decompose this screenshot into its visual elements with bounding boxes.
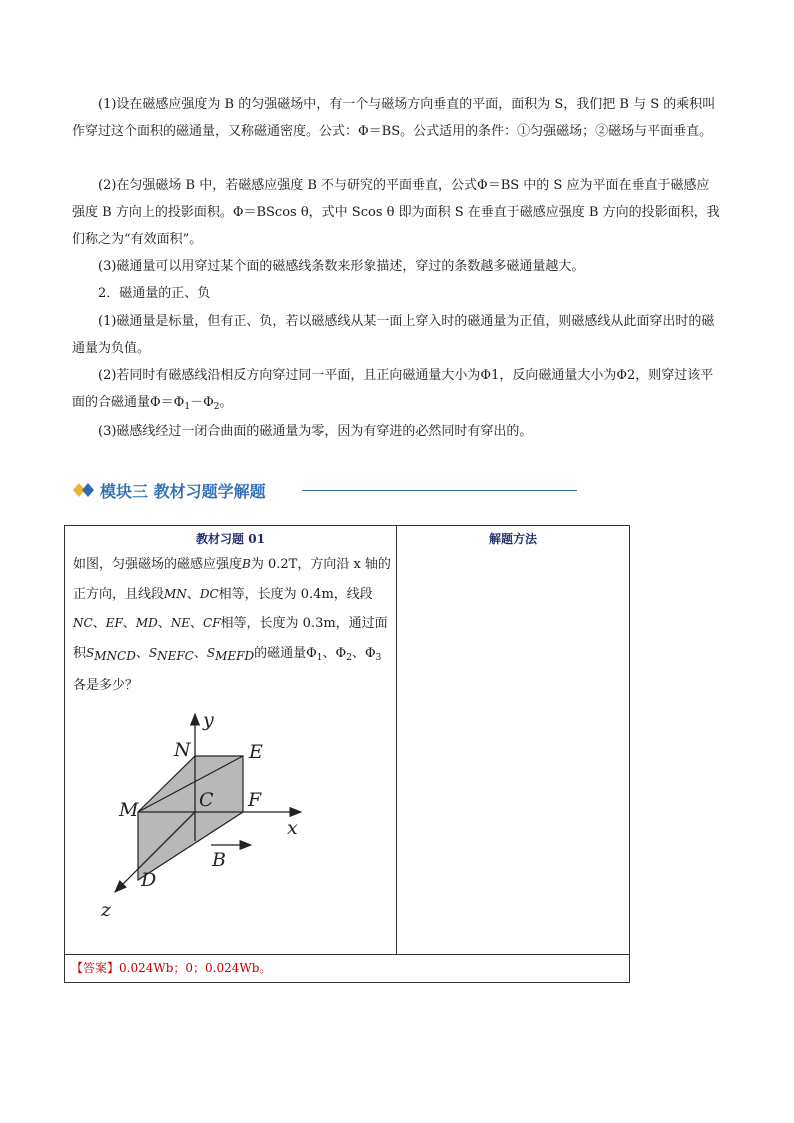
prism-shape — [138, 756, 243, 880]
question-text: 相等，长度为 0.4m，线段 — [218, 586, 373, 602]
area-symbol: S — [206, 645, 216, 660]
area-subscript: MNCD — [94, 648, 136, 663]
module-title-rule — [302, 490, 577, 491]
prism-diagram — [101, 706, 341, 921]
question-text: 相等，长度为 0.3m，通过面积 — [73, 616, 388, 661]
subscript: 3 — [375, 652, 382, 663]
paragraph-flux-lines: (3)磁通量可以用穿过某个面的磁感线条数来形象描述，穿过的条数越多磁通量越大。 — [98, 259, 585, 274]
question-text: 如图，匀强磁场的磁感应强度 — [73, 557, 243, 572]
double-diamond-icon — [74, 482, 96, 498]
subscript: 1 — [184, 402, 191, 412]
area-subscript: NEFC — [157, 648, 194, 663]
answer-divider — [65, 954, 629, 955]
symbol-b: B — [242, 557, 251, 571]
exercise-question — [73, 550, 391, 701]
question-text: 、Φ — [351, 645, 376, 661]
label-x: x — [287, 817, 298, 839]
exercise-table — [64, 525, 630, 983]
paragraph-closed-surface: (3)磁感线经过一闭合曲面的磁通量为零，因为有穿进的必然同时有穿出的。 — [98, 424, 533, 439]
section-heading-flux-sign: 2．磁通量的正、负 — [98, 286, 211, 301]
label-z: z — [101, 899, 112, 921]
area-symbol: S — [148, 645, 158, 660]
question-text: 的磁通量Φ — [254, 645, 317, 661]
question-text: 各是多少？ — [73, 678, 139, 693]
question-text: 、 — [135, 645, 149, 661]
segment-dc: DC — [199, 586, 219, 601]
segment-ne: NE — [170, 616, 191, 630]
question-text: 、 — [92, 616, 106, 631]
question-text: 为 0.2T，方向沿 x 轴的正方向，且线段 — [73, 557, 391, 602]
label-c: C — [199, 789, 214, 811]
label-d: D — [141, 869, 157, 891]
net-flux-text: (2)若同时有磁感线沿相反方向穿过同一平面，且正向磁通量大小为Φ1，反向磁通量大小为Φ2，则穿过该平面的合磁通量Φ＝Φ — [72, 368, 714, 410]
segment-ef: EF — [105, 616, 123, 630]
exercise-header: 教材习题 01 — [196, 532, 265, 546]
label-b: B — [212, 849, 226, 871]
label-e: E — [249, 741, 263, 763]
net-flux-minus: －Φ — [190, 395, 214, 410]
paragraph-net-flux — [72, 362, 722, 421]
label-m: M — [119, 799, 139, 821]
question-text: 、 — [186, 586, 200, 602]
subscript: 2 — [346, 652, 352, 663]
paragraph-flux-scalar: (1)磁通量是标量，但有正、负，若以磁感线从某一面上穿入时的磁通量为正值，则磁感线从此面穿出时的磁通量为负值。 — [72, 314, 715, 356]
module-header — [74, 478, 584, 504]
segment-md: MD — [135, 616, 158, 630]
label-y: y — [203, 709, 214, 731]
question-text: 、 — [190, 616, 204, 631]
module-title: 模块三 教材习题学解题 — [100, 482, 266, 501]
question-text: 、 — [193, 645, 207, 661]
segment-mn: MN — [164, 586, 187, 601]
label-f: F — [248, 789, 262, 811]
area-subscript: MEFD — [215, 648, 255, 663]
subscript: 2 — [213, 402, 220, 412]
method-header: 解题方法 — [488, 532, 537, 546]
label-n: N — [174, 739, 191, 761]
column-divider — [396, 526, 397, 954]
question-text: 、Φ — [322, 645, 347, 661]
net-flux-end: 。 — [219, 395, 233, 410]
subscript: 1 — [316, 652, 323, 663]
question-text: 、 — [122, 616, 136, 631]
answer-text: 【答案】0.024Wb；0；0.024Wb。 — [71, 961, 272, 975]
segment-cf: CF — [203, 616, 221, 630]
paragraph-effective-area: (2)在匀强磁场 B 中，若磁感应强度 B 不与研究的平面垂直，公式Φ＝BS 中的 S 应为平面在垂直于磁感应强度 B 方向上的投影面积。Φ＝BScos θ，式中 Scos θ 即为面积 S 在垂直于磁感应强度 B 方向的投影面积，我们称之为“有效面积”。 — [72, 178, 720, 247]
paragraph-flux-definition: (1)设在磁感应强度为 B 的匀强磁场中，有一个与磁场方向垂直的平面，面积为 S，我们把 B 与 S 的乘积叫作穿过这个面积的磁通量，又称磁通密度。公式：Φ＝BS。公式适用的条件：①匀强磁场；②磁场与平面垂直。 — [72, 97, 716, 139]
segment-nc: NC — [73, 616, 93, 630]
area-symbol: S — [86, 645, 95, 660]
question-text: 、 — [157, 616, 171, 631]
